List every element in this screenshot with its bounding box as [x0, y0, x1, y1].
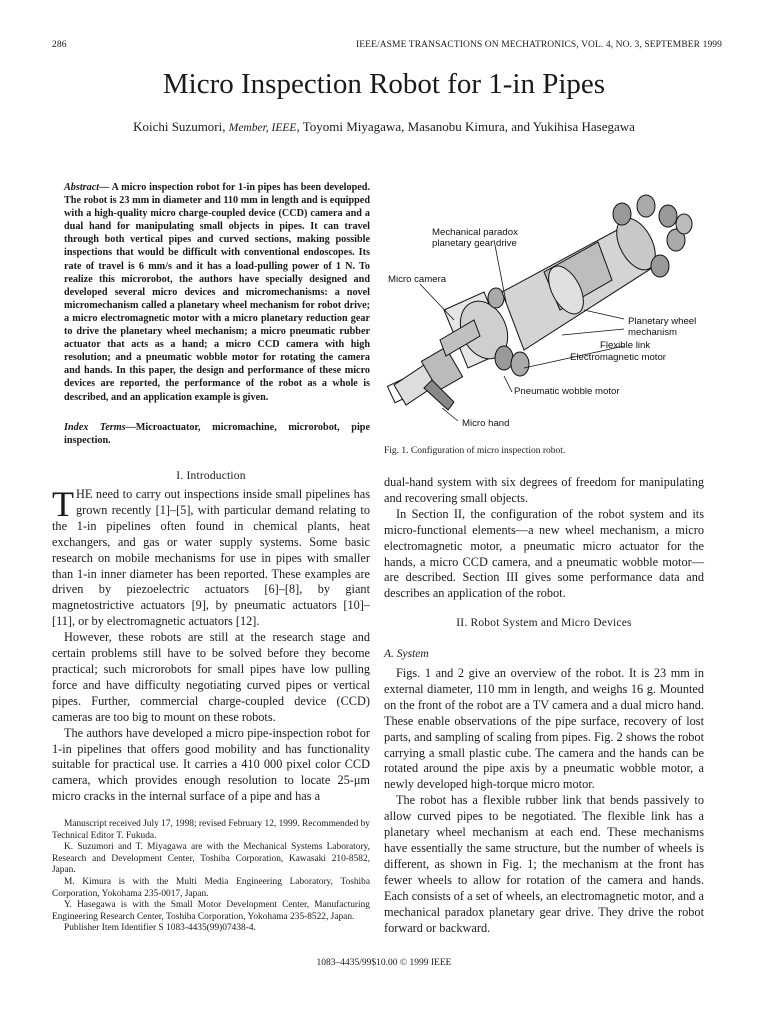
right-column-continuation	[384, 475, 704, 602]
intro-paragraph-2: However, these robots are still at the research stage and certain problems still have to be solved before they become practical; such microrobots for small pipes have low pulling force and have difficulty negotiating curved pipes or vertical pipes. Further, commercial charge-coupled device (CCD) cameras are too big to mount on these robots.	[52, 630, 370, 724]
index-terms-label: Index Terms	[64, 422, 126, 433]
abstract	[64, 181, 370, 404]
index-terms-text: —Microactuator, micromachine, microrobot, pipe inspection.	[64, 422, 370, 447]
footnote-publisher-id: Publisher Item Identifier S 1083-4435(99)07438-4.	[64, 923, 256, 934]
footnote-manuscript: Manuscript received July 17, 1998; revised February 12, 1999. Recommended by Technical Editor T. Fukuda.	[52, 819, 370, 841]
footnote-affiliation-1: K. Suzumori and T. Miyagawa are with the Mechanical Systems Laboratory, Research and Development Center, Toshiba Corporation, Kawasaki 210-8582, Japan.	[52, 842, 370, 876]
author-list	[0, 119, 768, 135]
figure-caption: Fig. 1. Configuration of micro inspection robot.	[384, 446, 566, 456]
label-mechanism: mechanism	[628, 327, 678, 338]
journal-header: IEEE/ASME TRANSACTIONS ON MECHATRONICS, VOL. 4, NO. 3, SEPTEMBER 1999	[356, 40, 722, 50]
first-author: Koichi Suzumori,	[133, 119, 229, 134]
footnotes	[52, 819, 370, 935]
section-overview-paragraph: In Section II, the configuration of the robot system and its micro-functional elements—a new wheel mechanism, a micro electromagnetic motor, a pneumatic micro actuator for the hands, a micro CCD camera, and a pneumatic wobble motor—are described. Section III gives some performance data and describes an application of the robot.	[384, 506, 704, 601]
footnote-affiliation-3: Y. Hasegawa is with the Small Motor Development Center, Manufacturing Engineering Research Center, Toshiba Corporation, Yokohama 235-8522, Japan.	[52, 900, 370, 922]
page-number: 286	[52, 40, 67, 50]
copyright-line: 1083–4435/99$10.00 © 1999 IEEE	[316, 958, 452, 968]
continued-paragraph: dual-hand system with six degrees of freedom for manipulating and recovering small objects.	[384, 475, 704, 505]
section-heading-robot-system: II. Robot System and Micro Devices	[456, 617, 632, 629]
label-flexible-link: Flexible link	[600, 340, 651, 351]
label-pneumatic-wobble-motor: Pneumatic wobble motor	[514, 386, 620, 397]
label-micro-hand: Micro hand	[462, 418, 510, 429]
author-membership: Member, IEEE	[228, 122, 297, 134]
section-heading-introduction: I. Introduction	[176, 470, 246, 482]
label-planetary-wheel: Planetary wheel	[628, 316, 697, 327]
system-paragraph-2: The robot has a flexible rubber link that bends passively to allow curved pipes to be negotiated. The flexible link has a planetary wheel mechanism at each end. These mechanisms have essentially the same structure, but the number of wheels is different, as shown in Fig. 1; the mechanism at the front has fewer wheels to allow for rotation of the camera and hands. Each consists of a set of wheels, an electromagnetic motor, and a mechanical paradox planetary gear drive. They drive the robot forward or backward.	[384, 793, 704, 935]
footnote-divider	[52, 812, 370, 813]
abstract-text: — A micro inspection robot for 1-in pipes has been developed. The robot is 23 mm in diameter and 110 mm in length and is equipped with a high-quality micro charge-coupled device (CCD) camera and a dual hand for manipulating small objects in pipes. It can travel through both vertical pipes and curved sections, making possible inspections that would be difficult with conventional endoscopes. Its rate of travel is 6 mm/s and it has a load-pulling power of 1 N. To realize this microrobot, the authors have specially designed and developed several micro devices and micromechanisms: a novel micromechanism called a planetary wheel mechanism for robot drive; a micro electromagnetic motor with a micro planetary reduction gear to drive the planetary wheel mechanism; a micro pneumatic rubber actuator that acts as a hand; a micro CCD camera with high resolution; and a pneumatic wobble motor for rotating the camera and hands. In this paper, the design and performance of these micro devices are reported, the performance of the robot as a whole is described, and an application example is given.	[64, 182, 370, 403]
other-authors: , Toyomi Miyagawa, Masanobu Kimura, and Yukihisa Hasegawa	[296, 119, 635, 134]
footnote-affiliation-2: M. Kimura is with the Multi Media Engineering Laboratory, Toshiba Corporation, Yokohama 235-0017, Japan.	[52, 876, 370, 899]
label-micro-camera: Micro camera	[388, 274, 447, 285]
intro-paragraph-1: THE need to carry out inspections inside small pipelines has grown recently [1]–[5], with particular demand relating to the 1-in pipelines often found in chemical plants, heat exchangers, and gas or water supply systems. Some basic research on mobile mechanisms for use in pipes with smaller than 1-in inner diameter has been reported. These examples are driven by piezoelectric actuators [6]–[8], by giant magnetostrictive actuators [9], by pneumatic actuators [10]–[11], or by electromagnetic actuators [12].	[52, 484, 370, 629]
label-electromagnetic-motor: Electromagnetic motor	[570, 352, 666, 363]
introduction-body	[52, 484, 370, 805]
rear-wheel	[613, 203, 631, 225]
label-planetary-gear-drive: planetary gear drive	[432, 238, 517, 249]
index-terms	[64, 421, 370, 447]
paper-title: Micro Inspection Robot for 1-in Pipes	[162, 68, 606, 100]
label-mechanical-paradox: Mechanical paradox	[432, 227, 518, 238]
intro-paragraph-3: The authors have developed a micro pipe-inspection robot for 1-in pipelines that offers good mobility and has functionality suitable for practical use. It carries a 410 000 pixel color CCD camera, which provides enough resolution to locate 25-μm micro cracks in the internal surface of a pipe and has a	[52, 725, 370, 804]
system-paragraph-1: Figs. 1 and 2 give an overview of the robot. It is 23 mm in external diameter, 110 mm in length, and weighs 16 g. Mounted on the front of the robot are a TV camera and a dual micro hand. These enable observations of the pipe surface, recovery of lost parts, and sampling of scaling from pipes. Fig. 2 shows the robot carrying a small plastic cube. The camera and the hands can be rotated around the pipe axis by a pneumatic wobble motor, a newly developed high-torque micro motor.	[384, 666, 704, 792]
robot-configuration-figure	[384, 180, 704, 430]
abstract-label: Abstract	[64, 182, 100, 193]
drop-cap: T	[52, 484, 74, 524]
subsection-heading-system: A. System	[384, 648, 429, 660]
system-body	[384, 666, 704, 936]
